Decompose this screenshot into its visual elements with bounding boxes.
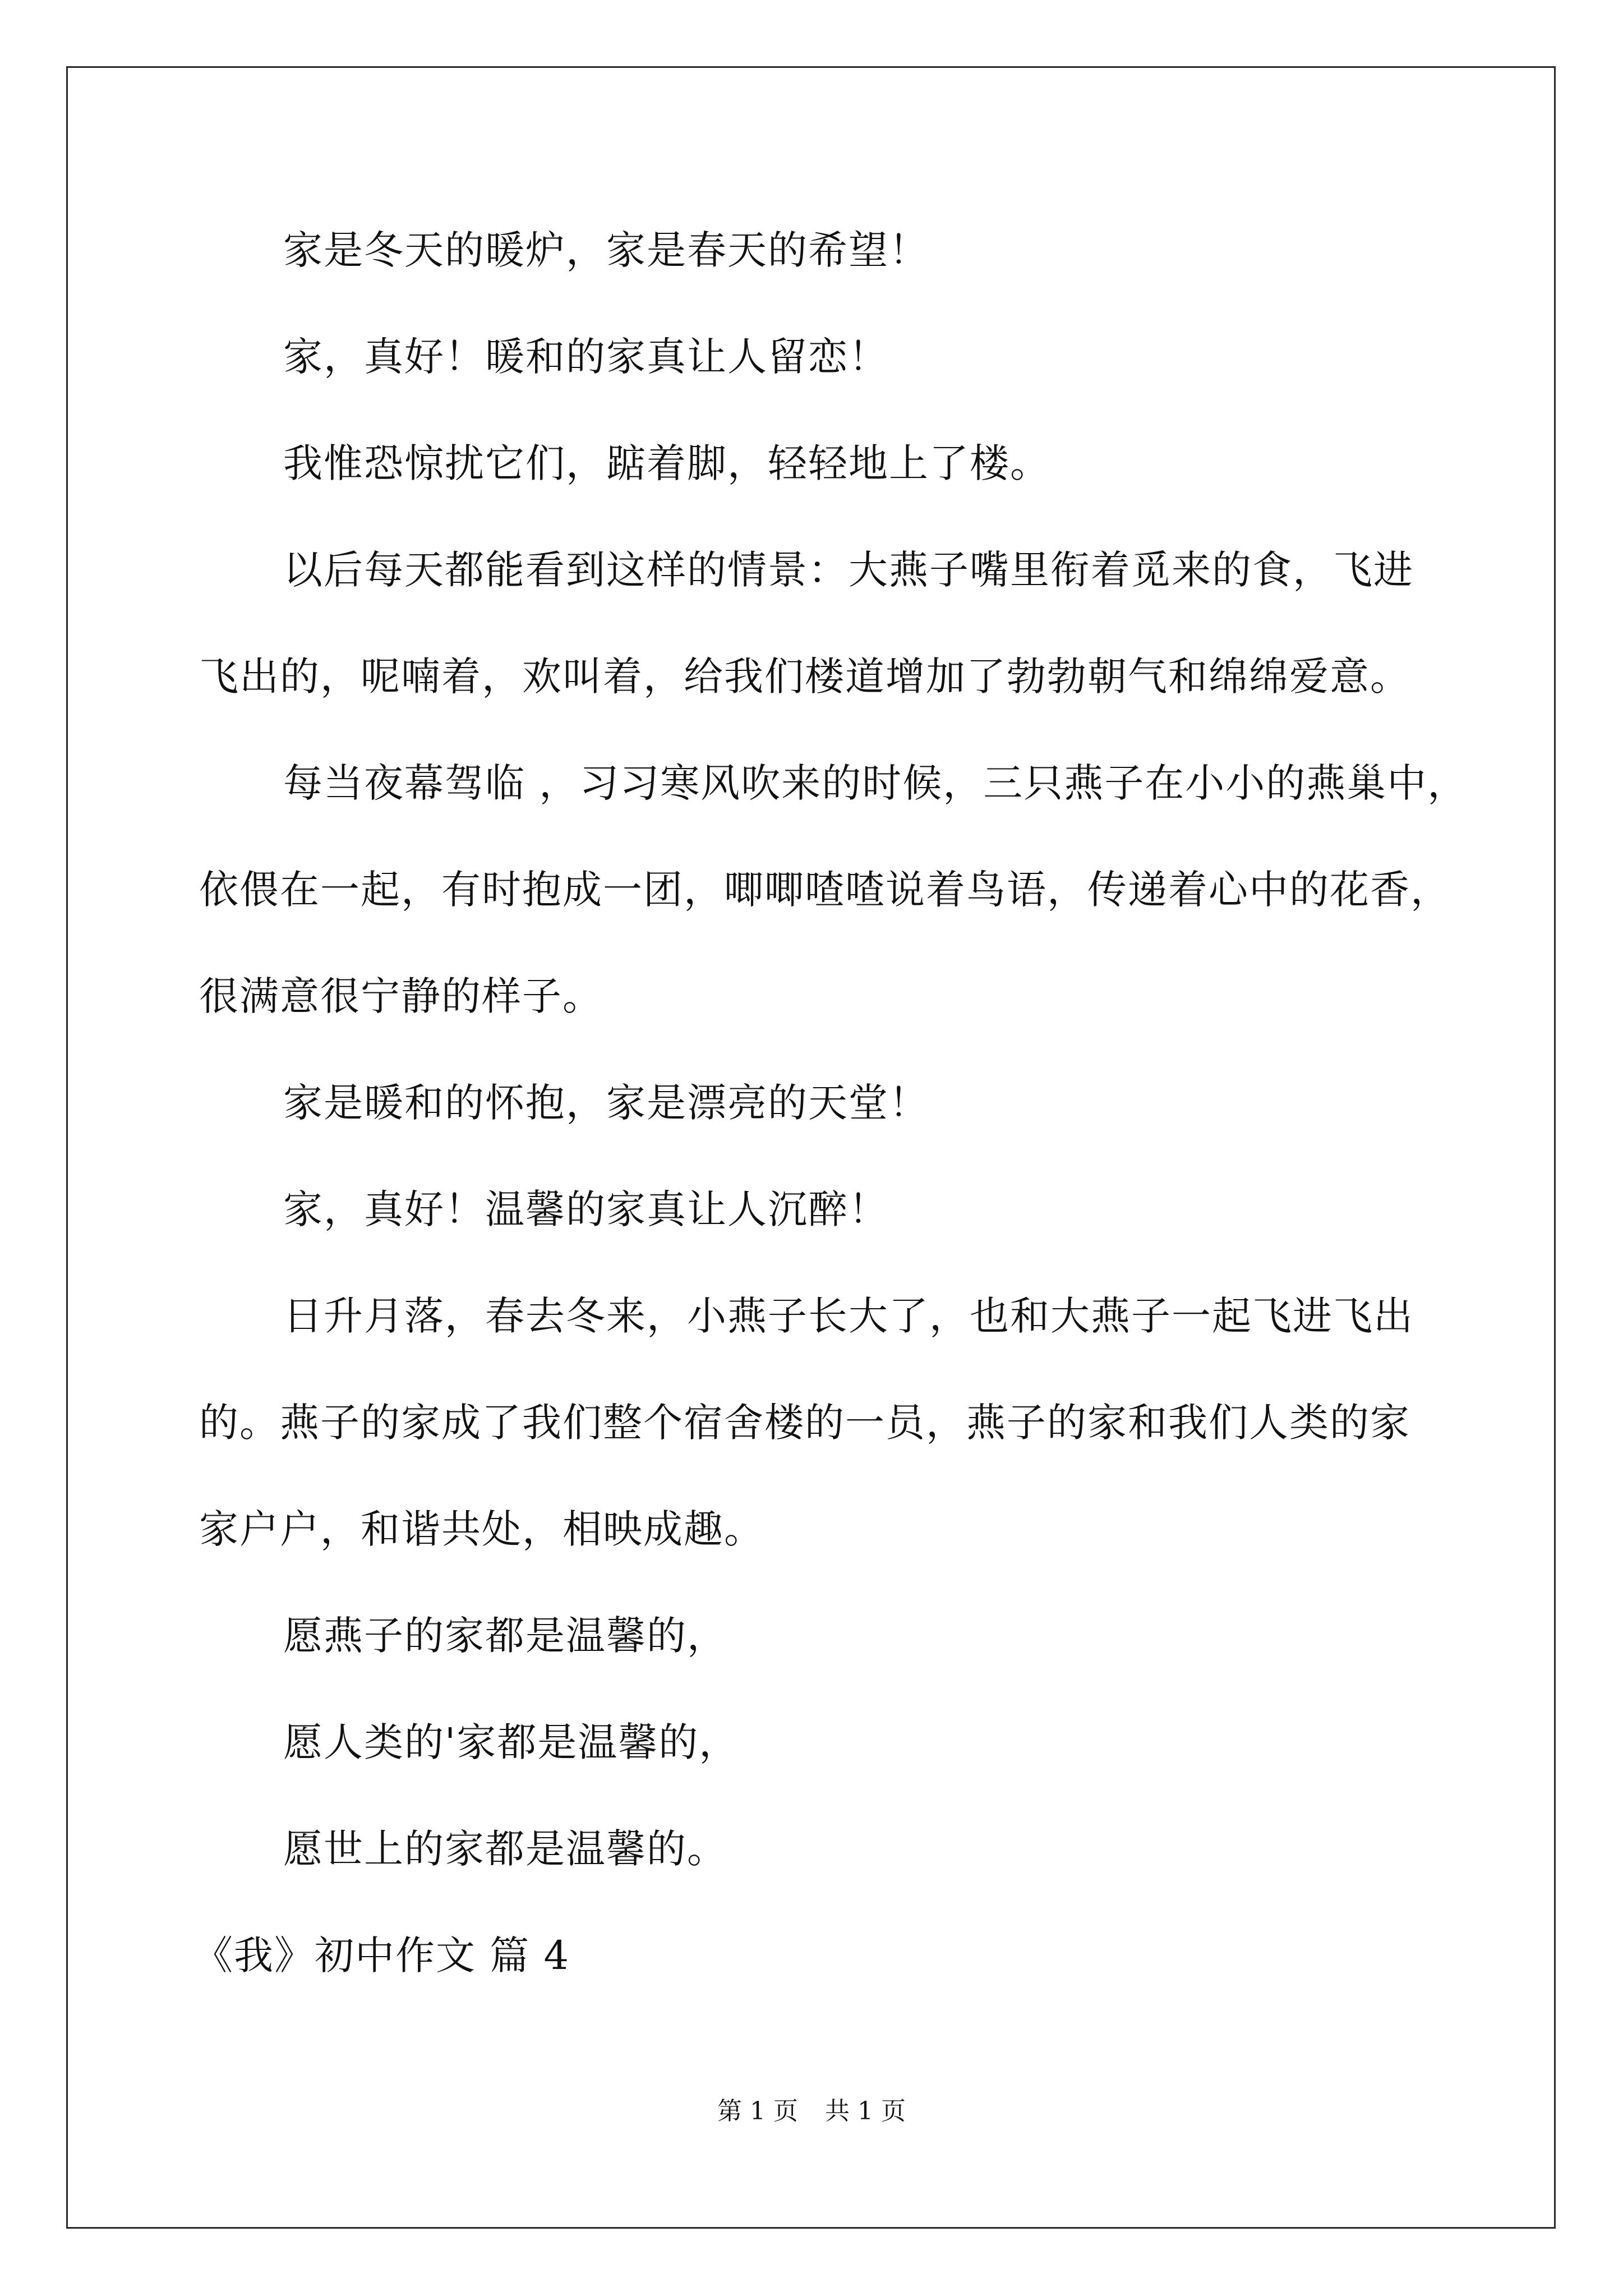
paragraph-line: 的。燕子的家成了我们整个宿舍楼的一员，燕子的家和我们人类的家 xyxy=(199,1400,1410,1446)
paragraph-line: 家，真好！暖和的家真让人留恋！ xyxy=(283,334,889,380)
paragraph-line: 很满意很宁静的样子。 xyxy=(199,973,603,1019)
paragraph-line: 愿世上的家都是温馨的。 xyxy=(283,1826,727,1872)
paragraph-line: 家是暖和的怀抱，家是漂亮的天堂！ xyxy=(283,1080,929,1126)
paragraph-line: 家，真好！温馨的家真让人沉醉！ xyxy=(283,1186,889,1232)
paragraph-line: 日升月落，春去冬来，小燕子长大了，也和大燕子一起飞进飞出 xyxy=(283,1293,1414,1339)
paragraph-line: 家是冬天的暖炉，家是春天的希望！ xyxy=(283,227,929,273)
page-footer xyxy=(0,2097,1623,2126)
page-number: 第 1 页 xyxy=(717,2097,798,2125)
paragraph-line: 家户户，和谐共处，相映成趣。 xyxy=(199,1506,764,1552)
paragraph-line: 每当夜幕驾临 ，习习寒风吹来的时候，三只燕子在小小的燕巢中， xyxy=(283,760,1468,806)
paragraph-line: 依偎在一起，有时抱成一团，唧唧喳喳说着鸟语，传递着心中的花香， xyxy=(199,867,1451,913)
paragraph-line: 我惟恐惊扰它们，踮着脚，轻轻地上了楼。 xyxy=(283,440,1050,486)
paragraph-line: 愿人类的'家都是温馨的， xyxy=(283,1719,740,1765)
section-heading: 《我》初中作文 篇 4 xyxy=(193,1932,570,1978)
paragraph-line: 愿燕子的家都是温馨的， xyxy=(283,1613,727,1659)
paragraph-line: 以后每天都能看到这样的情景：大燕子嘴里衔着觅来的食，飞进 xyxy=(283,547,1414,593)
page-border xyxy=(66,66,1556,2229)
page-total: 共 1 页 xyxy=(825,2097,906,2125)
paragraph-line: 飞出的，呢喃着，欢叫着，给我们楼道增加了勃勃朝气和绵绵爱意。 xyxy=(199,654,1410,700)
